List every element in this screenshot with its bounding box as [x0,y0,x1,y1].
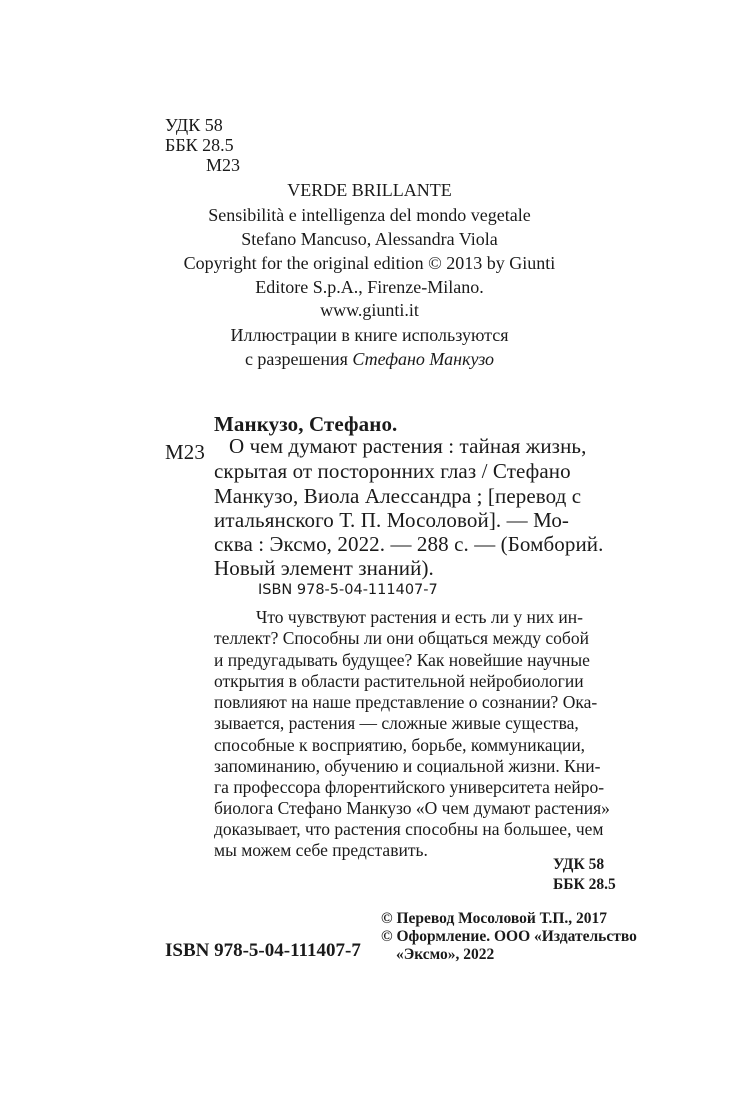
illustrations-line2-prefix: с разрешения [244,349,353,369]
udk-code: УДК 58 [165,115,223,135]
copyright-design-line1: © Оформление. ООО «Издательство [381,928,637,945]
annotation-line: способные к восприятию, борьбе, коммуникации, [214,735,586,755]
author-mark: М23 [206,155,241,175]
catalog-line: Манкузо, Виола Алессандра ; [перевод с [214,484,582,508]
catalog-line: итальянского Т. П. Мосоловой]. — Мо- [214,508,570,532]
catalog-mark: М23 [165,440,205,464]
copyright-design-line2: «Эксмо», 2022 [396,946,495,963]
annotation-line: доказывает, что растения способны на большее, чем [214,819,604,839]
original-copyright-line2: Editore S.p.A., Firenze-Milano. [255,277,484,297]
annotation-line: запоминанию, обучению и социальной жизни. Кни- [214,756,601,776]
annotation-line: и предугадывать будущее? Как новейшие научные [214,650,590,670]
illustrations-line2 [0,349,739,370]
illustrations-line2-name: Стефано Манкузо [352,349,495,369]
catalog-heading: Манкузо, Стефано. [214,412,398,436]
catalog-line: Новый элемент знаний). [214,556,434,580]
annotation-line: Что чувствуют растения и есть ли у них ин- [256,607,583,627]
original-subtitle: Sensibilità e intelligenza del mondo vegetale [208,205,531,225]
annotation-line: открытия в области растительной нейробиологии [214,671,584,691]
catalog-line: О чем думают растения : тайная жизнь, [229,434,587,458]
annotation-line: биолога Стефано Манкузо «О чем думают растения» [214,798,610,818]
udk-bottom: УДК 58 [553,856,605,873]
original-authors: Stefano Mancuso, Alessandra Viola [241,229,498,249]
illustrations-line1: Иллюстрации в книге используются [230,325,509,345]
copyright-translation: © Перевод Мосоловой Т.П., 2017 [381,910,607,927]
annotation-line: га профессора флорентийского университета нейро- [214,777,605,797]
catalog-isbn: ISBN 978-5-04-111407-7 [258,582,438,598]
original-copyright-line1: Copyright for the original edition © 2013 by Giunti [183,253,556,273]
original-website: www.giunti.it [320,300,419,320]
bbk-code: ББК 28.5 [165,135,234,155]
catalog-line: скрытая от посторонних глаз / Стефано [214,459,571,483]
bbk-bottom: ББК 28.5 [553,876,616,893]
original-title: VERDE BRILLANTE [287,180,452,200]
footer-isbn: ISBN 978-5-04-111407-7 [165,940,361,961]
annotation-line: теллект? Способны ли они общаться между собой [214,628,589,648]
catalog-line: сква : Эксмо, 2022. — 288 с. — (Бомборий. [214,532,604,556]
annotation-line: повлияют на наше представление о сознании? Ока- [214,692,598,712]
annotation-line: зывается, растения — сложные живые существа, [214,713,579,733]
annotation-line: мы можем себе представить. [214,840,428,860]
